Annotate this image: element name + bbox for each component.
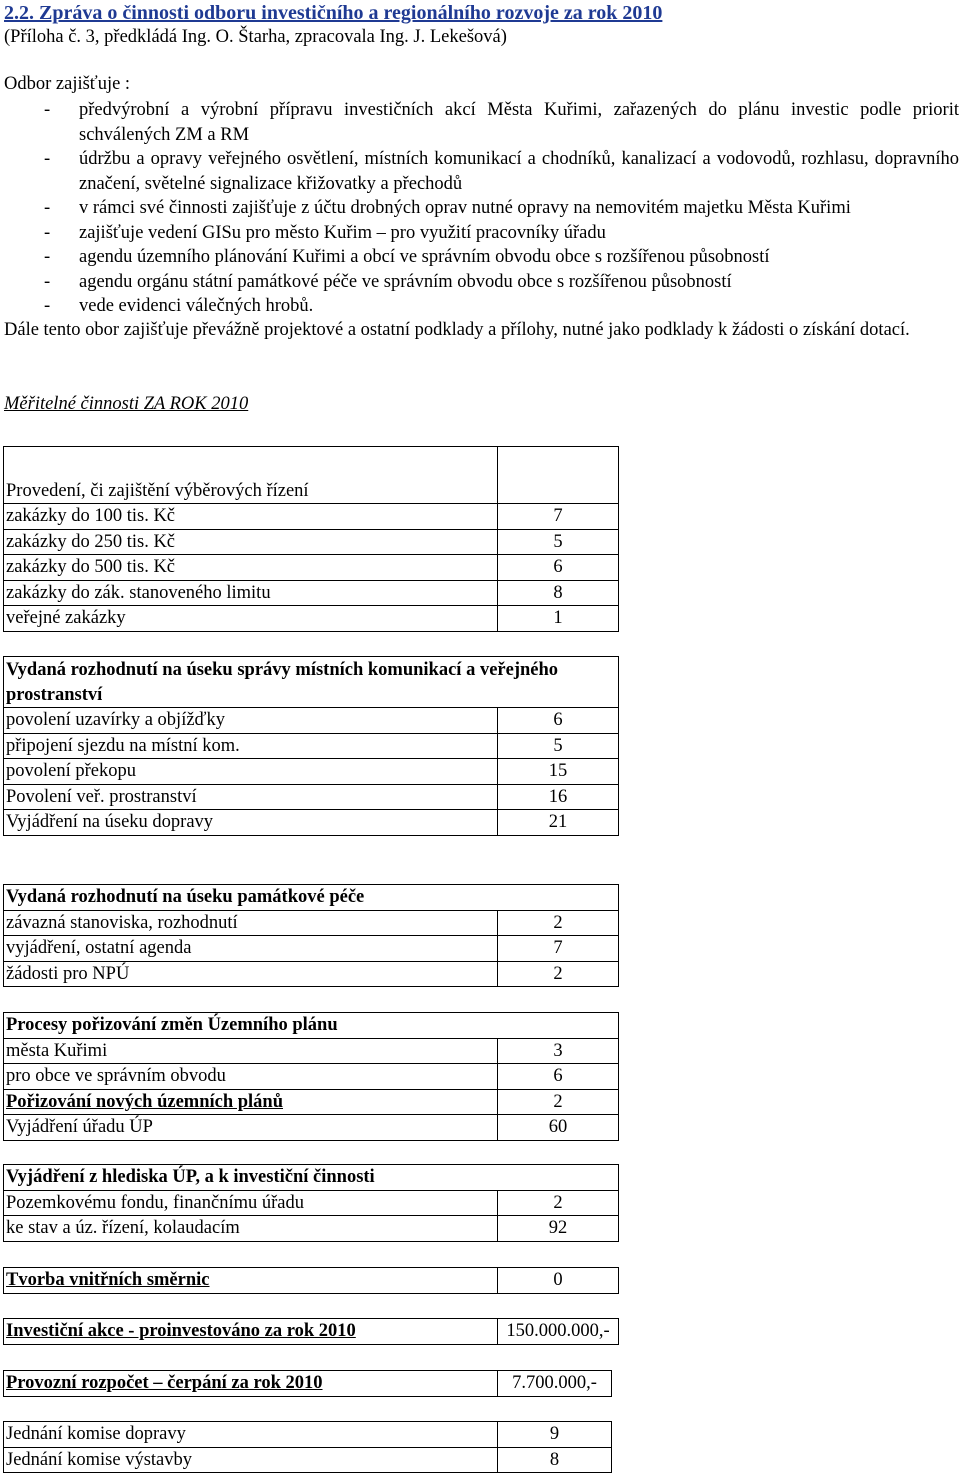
roads-table (3, 656, 619, 836)
table-row (4, 555, 619, 581)
list-item (4, 98, 959, 147)
row-value: 8 (498, 1447, 612, 1473)
table-title: Procesy pořizování změn Územního plánu (4, 1013, 619, 1039)
table-row (4, 733, 619, 759)
table-row (4, 529, 619, 555)
list-item-text: v rámci své činnosti zajišťuje z účtu drobných oprav nutné opravy na nemovitém majetku Města Kuřimi (79, 198, 851, 218)
list-item-text: agendu územního plánování Kuřimi a obcí ve správním obvodu obce s rozšířenou působností (79, 247, 770, 267)
row-label: pro obce ve správním obvodu (4, 1064, 498, 1090)
list-item (4, 147, 959, 196)
row-value: 15 (498, 759, 619, 785)
row-label: zakázky do zák. stanoveného limitu (4, 580, 498, 606)
zoning-table (3, 1012, 619, 1141)
row-label: zakázky do 500 tis. Kč (4, 555, 498, 581)
list-dash: - (44, 100, 51, 120)
row-label: žádosti pro NPÚ (4, 961, 498, 987)
row-label: veřejné zakázky (4, 606, 498, 632)
operating-budget-table (3, 1370, 612, 1397)
row-label: Tvorba vnitřních směrnic (4, 1268, 498, 1294)
table-title: Vydaná rozhodnutí na úseku správy místních komunikací a veřejného prostranství (4, 657, 619, 708)
row-value: 6 (498, 1064, 619, 1090)
table-row (4, 1064, 619, 1090)
table-row (4, 1115, 619, 1141)
row-label: Povolení veř. prostranství (4, 784, 498, 810)
table-title: Provedení, či zajištění výběrových řízení (4, 447, 498, 504)
table-row (4, 1371, 612, 1397)
table-row (4, 1447, 612, 1473)
row-value: 7 (498, 936, 619, 962)
table-header-row (4, 447, 619, 504)
row-value: 2 (498, 961, 619, 987)
list-item-text: zajišťuje vedení GISu pro město Kuřim – pro využití pracovníky úřadu (79, 222, 606, 243)
row-value: 2 (498, 910, 619, 936)
row-value: 2 (498, 1089, 619, 1115)
table-row (4, 708, 619, 734)
table-row (4, 1268, 619, 1294)
table-row (4, 759, 619, 785)
row-value: 21 (498, 810, 619, 836)
directives-table (3, 1267, 619, 1294)
list-item-text: předvýrobní a výrobní přípravu investičních akcí Města Kuřimi, zařazených do plánu investic podle priorit schválených ZM a RM (79, 100, 959, 145)
table-title: Vyjádření z hlediska ÚP, a k investiční činnosti (4, 1165, 619, 1191)
list-item (4, 196, 959, 221)
intro-text: Odbor zajišťuje : (4, 74, 131, 94)
table-row (4, 961, 619, 987)
section-heading: 2.2. Zpráva o činnosti odboru investičního a regionálního rozvoje za rok 2010 (4, 2, 663, 24)
table-header-row (4, 885, 619, 911)
table-header-row (4, 1165, 619, 1191)
row-value: 9 (498, 1422, 612, 1448)
list-item (4, 294, 959, 319)
row-label: Vyjádření na úseku dopravy (4, 810, 498, 836)
row-value: 6 (498, 555, 619, 581)
row-value: 6 (498, 708, 619, 734)
row-label: Jednání komise dopravy (4, 1422, 498, 1448)
row-value: 8 (498, 580, 619, 606)
list-item-text: údržbu a opravy veřejného osvětlení, místních komunikací a chodníků, kanalizací a vodovodů, rozhlasu, dopravního značení, světelné signalizace křižovatky a přechodů (79, 149, 959, 194)
list-dash: - (44, 296, 51, 316)
list-dash: - (44, 271, 51, 292)
table-row (4, 1319, 619, 1345)
opinions-table (3, 1164, 619, 1242)
measurable-activities-title: Měřitelné činnosti ZA ROK 2010 (4, 394, 249, 414)
table-row (4, 936, 619, 962)
row-value: 7 (498, 504, 619, 530)
row-label: povolení překopu (4, 759, 498, 785)
list-dash: - (44, 247, 51, 267)
row-label: závazná stanoviska, rozhodnutí (4, 910, 498, 936)
list-item-text: vede evidenci válečných hrobů. (79, 296, 314, 316)
row-label: Vyjádření úřadu ÚP (4, 1115, 498, 1141)
tenders-table (3, 446, 619, 632)
table-row (4, 1422, 612, 1448)
list-item (4, 245, 959, 270)
row-value: 5 (498, 733, 619, 759)
row-label: Pozemkovému fondu, finančnímu úřadu (4, 1190, 498, 1216)
section-subheading: (Příloha č. 3, předkládá Ing. O. Štarha, zpracovala Ing. J. Lekešová) (4, 27, 507, 47)
list-dash: - (44, 222, 51, 243)
row-label: zakázky do 100 tis. Kč (4, 504, 498, 530)
table-row (4, 1216, 619, 1242)
description-paragraph: Dále tento obor zajišťuje převážně projektové a ostatní podklady a přílohy, nutné jako podklady k žádosti o získání dotací. (4, 320, 910, 340)
table-cell-empty (498, 447, 619, 504)
heritage-table (3, 884, 619, 987)
row-value: 1 (498, 606, 619, 632)
row-label: města Kuřimi (4, 1038, 498, 1064)
row-label: ke stav a úz. řízení, kolaudacím (4, 1216, 498, 1242)
list-item (4, 270, 959, 295)
row-label: Provozní rozpočet – čerpání za rok 2010 (4, 1371, 498, 1397)
list-item (4, 221, 959, 246)
row-value: 92 (498, 1216, 619, 1242)
committees-table (3, 1421, 612, 1473)
row-label: Investiční akce - proinvestováno za rok 2010 (4, 1319, 498, 1345)
row-label: Jednání komise výstavby (4, 1447, 498, 1473)
row-label: zakázky do 250 tis. Kč (4, 529, 498, 555)
row-label: Pořizování nových územních plánů (4, 1089, 498, 1115)
table-row (4, 784, 619, 810)
table-row (4, 1038, 619, 1064)
table-row (4, 504, 619, 530)
row-value: 16 (498, 784, 619, 810)
table-row (4, 810, 619, 836)
table-title: Vydaná rozhodnutí na úseku památkové péče (4, 885, 619, 911)
list-item-text: agendu orgánu státní památkové péče ve správním obvodu obce s rozšířenou působností (79, 271, 732, 292)
row-label: vyjádření, ostatní agenda (4, 936, 498, 962)
list-dash: - (44, 198, 51, 218)
table-row (4, 580, 619, 606)
row-value: 3 (498, 1038, 619, 1064)
row-value: 7.700.000,- (498, 1371, 612, 1397)
row-value: 5 (498, 529, 619, 555)
row-value: 150.000.000,- (498, 1319, 619, 1345)
row-value: 0 (498, 1268, 619, 1294)
row-label: povolení uzavírky a objížďky (4, 708, 498, 734)
row-value: 60 (498, 1115, 619, 1141)
table-row (4, 606, 619, 632)
table-row (4, 1190, 619, 1216)
table-row (4, 910, 619, 936)
row-value: 2 (498, 1190, 619, 1216)
table-header-row (4, 1013, 619, 1039)
table-header-row (4, 657, 619, 708)
row-label: připojení sjezdu na místní kom. (4, 733, 498, 759)
investment-table (3, 1318, 619, 1345)
duties-list (4, 98, 959, 319)
table-row (4, 1089, 619, 1115)
list-dash: - (44, 149, 51, 169)
